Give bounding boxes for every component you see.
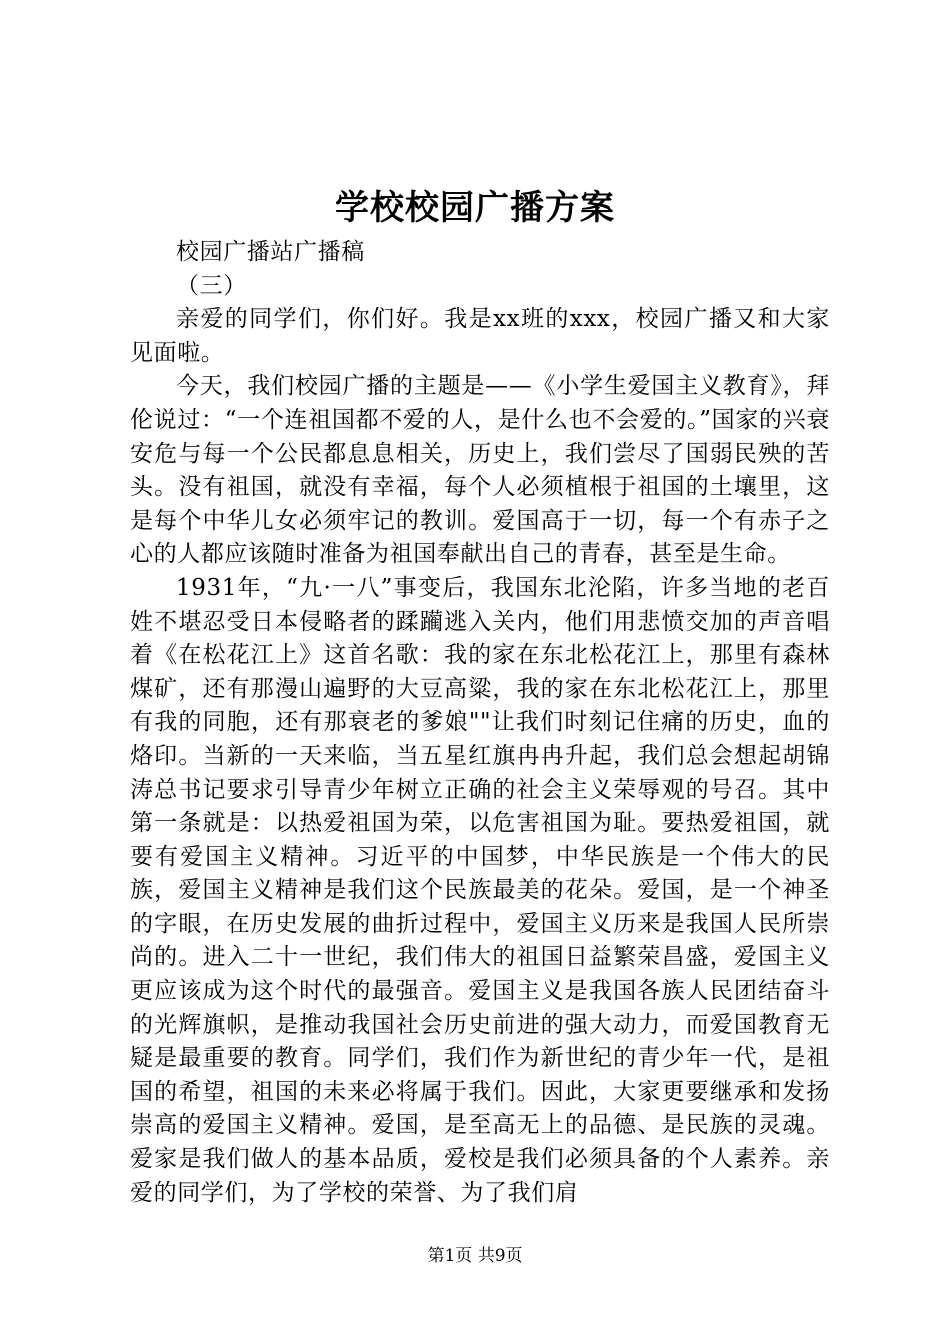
paragraph-history: 1931年，“九·一八”事变后，我国东北沦陷，许多当地的老百姓不堪忍受日本侵略者的蹂躏逃入关内，他们用悲愤交加的声音唱着《在松花江上》这首名歌：我的家在东北松花江上，那里有森林煤矿，还有那漫山遍野的大豆高粱，我的家在东北松花江上，那里有我的同胞，还有那衰老的爹娘""让我们时刻记住痛的历史，血的烙印。当新的一天来临，当五星红旗冉冉升起，我们总会想起胡锦涛总书记要求引导青少年树立正确的社会主义荣辱观的号召。其中第一条就是：以热爱祖国为荣，以危害祖国为耻。要热爱祖国，就要有爱国主义精神。习近平的中国梦，中华民族是一个伟大的民族，爱国主义精神是我们这个民族最美的花朵。爱国，是一个神圣的字眼，在历史发展的曲折过程中，爱国主义历来是我国人民所崇尚的。进入二十一世纪，我们伟大的祖国日益繁荣昌盛，爱国主义更应该成为这个时代的最强音。爱国主义是我国各族人民团结奋斗的光辉旗帜，是推动我国社会历史前进的强大动力，而爱国教育无疑是最重要的教育。同学们，我们作为新世纪的青少年一代，是祖国的希望，祖国的未来必将属于我们。因此，大家更要继承和发扬崇高的爱国主义精神。爱国，是至高无上的品德、是民族的灵魂。爱家是我们做人的基本品质，爱校是我们必须具备的个人素养。亲爱的同学们，为了学校的荣誉、为了我们肩 — [130, 574, 830, 1206]
paragraph-greeting: 亲爱的同学们，你们好。我是xx班的xxx，校园广播又和大家见面啦。 — [130, 306, 830, 366]
paragraph-subtitle: 校园广播站广播稿 — [176, 239, 365, 265]
page-footer: 第1页 共9页 — [427, 1246, 523, 1266]
document-title: 学校校园广播方案 — [335, 188, 615, 228]
paragraph-theme: 今天，我们校园广播的主题是——《小学生爱国主义教育》，拜伦说过：“一个连祖国都不爱的人，是什么也不会爱的。”国家的兴衰安危与每一个公民都息息相关，历史上，我们尝尽了国弱民殃的苦头。没有祖国，就没有幸福，每个人必须植根于祖国的土壤里，这是每个中华儿女必须牢记的教训。爱国高于一切，每一个有赤子之心的人都应该随时准备为祖国奉献出自己的青春，甚至是生命。 — [130, 373, 830, 568]
document-body — [130, 236, 830, 1210]
paragraph-section-number: （三） — [176, 272, 247, 299]
